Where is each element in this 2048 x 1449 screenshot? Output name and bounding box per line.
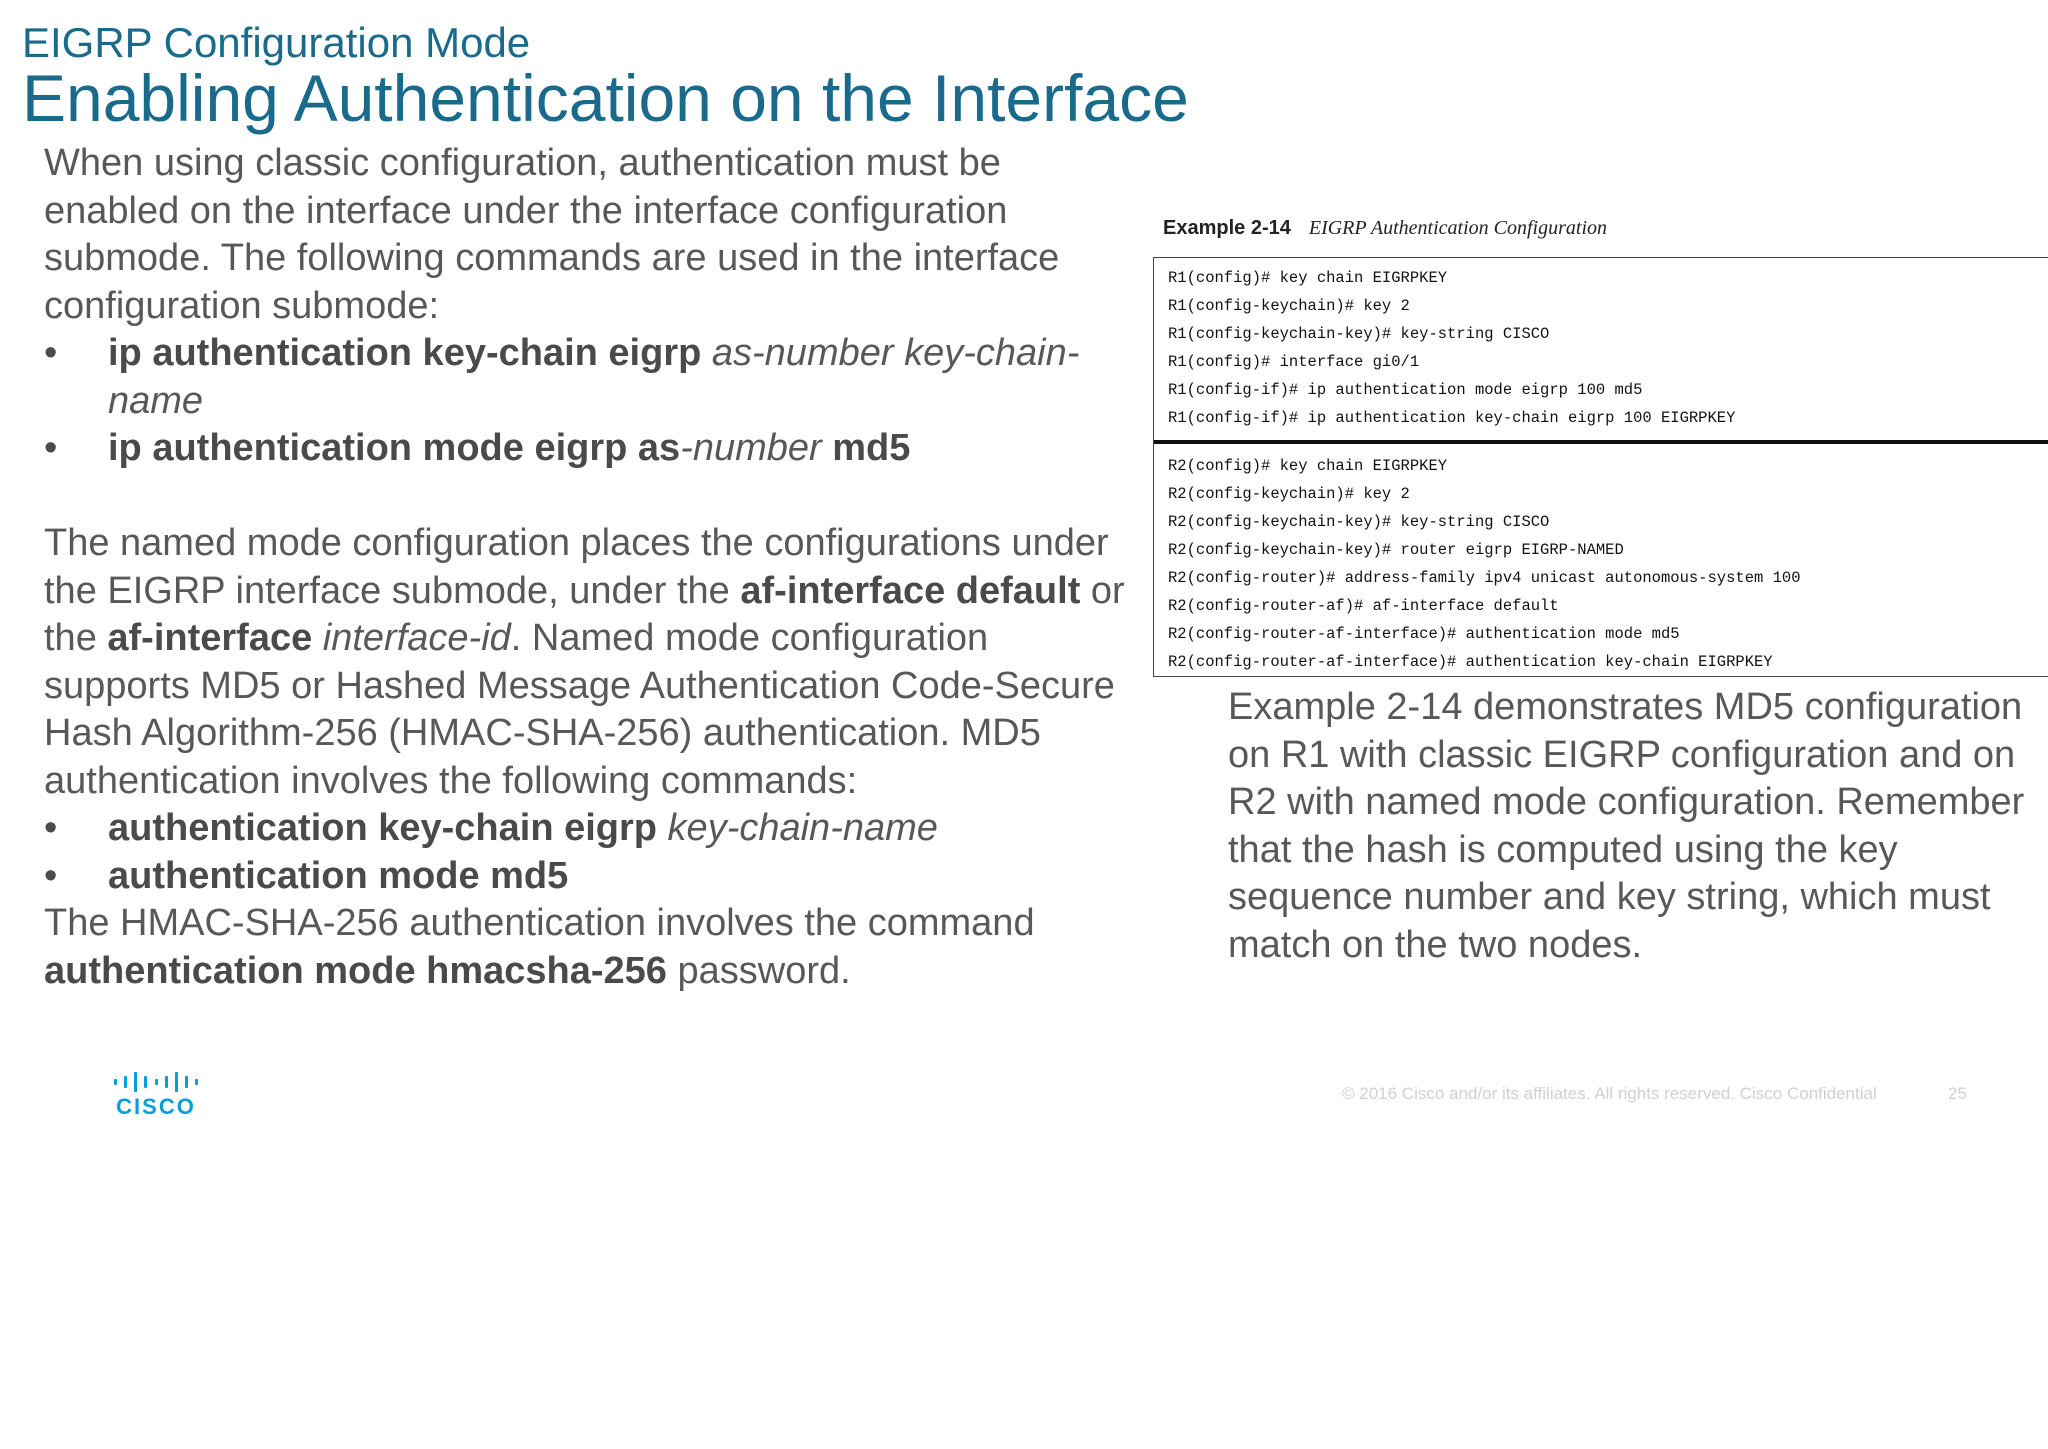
bullet-icon: • [44,807,58,849]
example-caption: EIGRP Authentication Configuration [1308,217,1607,239]
list-item [44,330,1134,425]
text-run: The named mode configuration places the configurations under the EIGRP interface submode, under the [44,522,1109,612]
slide-title: Enabling Authentication on the Interface [22,61,1189,135]
code-line: R2(config)# key chain EIGRPKEY [1168,457,1448,475]
bullet-icon: • [44,332,58,374]
code-line: R2(config-router)# address-family ipv4 unicast autonomous-system 100 [1168,569,1801,587]
code-line: R2(config-router-af-interface)# authentication key-chain EIGRPKEY [1168,653,1773,671]
list-item [44,425,1134,473]
command-bold: ip authentication key-chain eigrp [108,332,702,374]
classic-intro-paragraph: When using classic configuration, authentication must be enabled on the interface under the interface configuration submode. The following commands are used in the interface configuration submode: [44,142,1060,327]
code-line: R1(config-if)# ip authentication mode eigrp 100 md5 [1168,381,1643,399]
code-line: R2(config-keychain-key)# key-string CISCO [1168,513,1550,531]
page-number: 25 [1948,1084,1967,1103]
list-item [44,805,1134,853]
command-bold: authentication key-chain eigrp [108,807,657,849]
command-bold: ip authentication mode eigrp as [108,427,681,469]
text-run: The HMAC-SHA-256 authentication involves the command [44,902,1035,944]
named-mode-paragraph [44,520,1134,805]
code-line: R2(config-router-af-interface)# authentication mode md5 [1168,625,1680,643]
section-subtitle: EIGRP Configuration Mode [22,19,531,66]
r2-config-block [1154,446,2048,682]
code-line: R1(config-keychain)# key 2 [1168,297,1410,315]
code-line: R2(config-keychain-key)# router eigrp EIGRP-NAMED [1168,541,1624,559]
command-arg: key-chain-name [657,807,938,849]
example-heading [1163,214,1607,242]
command-bold: authentication mode md5 [108,854,569,897]
command-bold: md5 [832,427,911,469]
command-bold: af-interface [107,617,313,659]
footer-copyright: © 2016 Cisco and/or its affiliates. All rights reserved. Cisco Confidential [1342,1084,1877,1103]
bullet-icon: • [44,427,58,469]
cisco-wordmark: CISCO [116,1094,196,1119]
hmac-paragraph [44,900,1134,995]
command-bold: af-interface default [740,569,1081,612]
cisco-logo [114,1072,198,1119]
bullet-icon: • [44,854,58,897]
command-arg: -number [680,427,833,469]
code-line: R2(config-keychain)# key 2 [1168,485,1410,503]
list-item [44,853,1134,901]
code-line: R1(config)# interface gi0/1 [1168,353,1420,371]
r1-config-block [1154,258,2048,438]
code-line: R1(config-keychain-key)# key-string CISCO [1168,325,1550,343]
text-run: or the [44,569,1125,659]
command-arg: interface-id [312,617,511,659]
text-run: password. [666,949,851,992]
description-text: Example 2-14 demonstrates MD5 configuration on R1 with classic EIGRP configuration and on R2 with named mode configuration. Remember that the hash is computed using the key sequence number and key string, which must match on the two nodes. [1228,686,2025,966]
code-line: R1(config)# key chain EIGRPKEY [1168,269,1448,287]
code-divider [1154,440,2048,444]
command-bold: authentication mode hmacsha-256 [44,949,667,992]
example-description [1228,684,2028,969]
example-label: Example 2-14 [1163,217,1291,239]
code-line: R1(config-if)# ip authentication key-chain eigrp 100 EIGRPKEY [1168,409,1736,427]
left-content [44,140,1134,995]
code-line: R2(config-router-af)# af-interface default [1168,597,1559,615]
text-run: . Named mode configuration supports MD5 or Hashed Message Authentication Code-Secure Hash Algorithm-256 (HMAC-SHA-256) authentication. MD5 authentication involves the following commands: [44,617,1115,802]
cisco-bars-icon [114,1072,198,1092]
example-code-box [1153,257,2048,677]
command-arg: as-number key-chain-name [108,332,1080,422]
